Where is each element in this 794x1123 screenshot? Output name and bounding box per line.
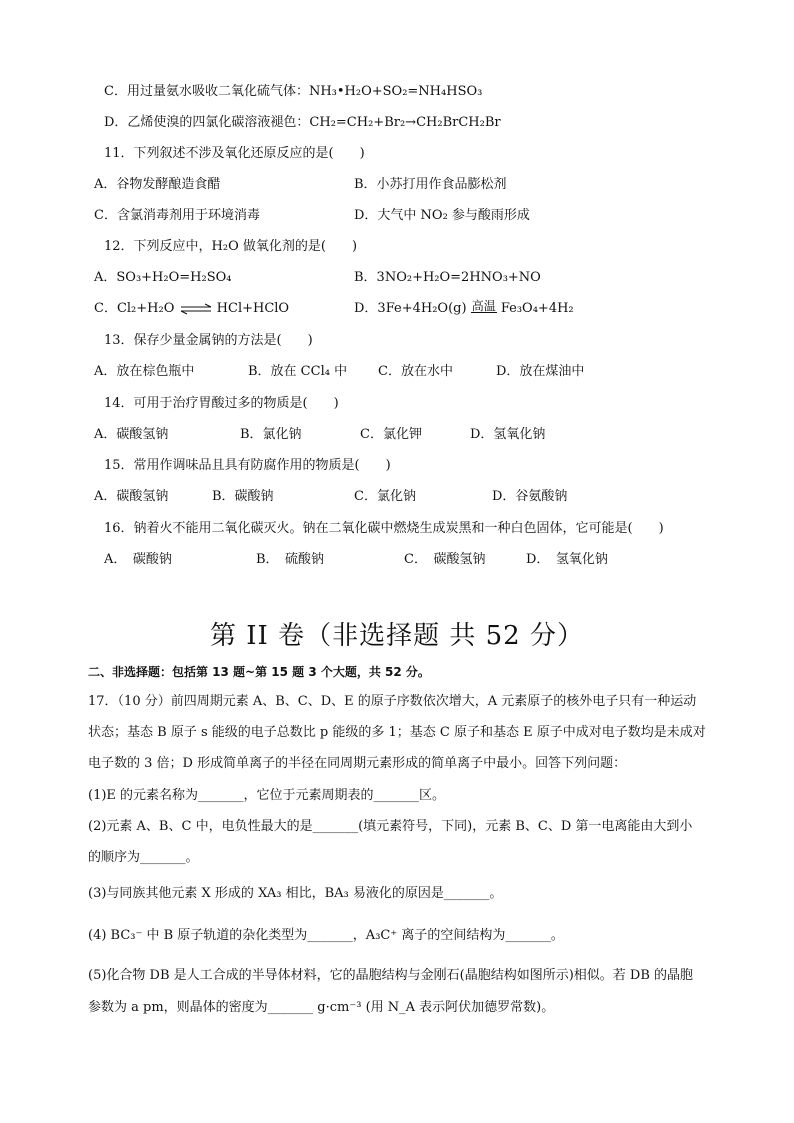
q15-option-a: A．碳酸氢钠 xyxy=(94,489,169,504)
reversible-arrow-icon xyxy=(179,303,213,315)
q12d-products: Fe₃O₄+4H₂ xyxy=(500,301,574,316)
q12c-products: HCl+HClO xyxy=(216,301,290,316)
q10-option-c: C．用过量氨水吸收二氧化硫气体：NH₃•H₂O+SO₂=NH₄HSO₃ xyxy=(104,84,483,99)
q13-stem: 13．保存少量金属钠的方法是( ) xyxy=(104,333,313,348)
q14-option-d: D．氢氧化钠 xyxy=(470,427,546,442)
q13-option-a: A．放在棕色瓶中 xyxy=(94,364,195,379)
q11-option-a: A．谷物发酵酿造食醋 xyxy=(94,177,221,192)
q12c-reactants: C．Cl₂+H₂O xyxy=(94,301,175,316)
q12-stem: 12．下列反应中，H₂O 做氧化剂的是( ) xyxy=(104,239,358,254)
q16-option-a: A． 碳酸钠 xyxy=(104,552,172,567)
q11-option-d: D．大气中 NO₂ 参与酸雨形成 xyxy=(354,208,530,223)
q17-part-3: (3)与同族其他元素 X 形成的 XA₃ 相比，BA₃ 易液化的原因是_______。 xyxy=(88,886,503,901)
q11-stem: 11．下列叙述不涉及氧化还原反应的是( ) xyxy=(104,146,365,161)
section-intro: 二、非选择题：包括第 13 题~第 15 题 3 个大题，共 52 分。 xyxy=(88,665,430,679)
q10-option-d: D．乙烯使溴的四氯化碳溶液褪色：CH₂=CH₂+Br₂→CH₂BrCH₂Br xyxy=(104,115,501,130)
q16-option-d: D． 氢氧化钠 xyxy=(526,552,608,567)
q12-option-d xyxy=(354,299,574,319)
q17-stem-line-3: 电子数的 3 倍；D 形成简单离子的半径在同周期元素形成的简单离子中最小。回答下列问题： xyxy=(88,756,627,771)
q14-option-c: C．氯化钾 xyxy=(360,427,422,442)
q15-option-c: C．氯化钠 xyxy=(354,489,416,504)
q11-option-c: C．含氯消毒剂用于环境消毒 xyxy=(94,208,260,223)
q17-stem-line-1: 17．（10 分）前四周期元素 A、B、C、D、E 的原子序数依次增大，A 元素原子的核外电子只有一种运动 xyxy=(88,694,697,709)
q11-option-b: B．小苏打用作食品膨松剂 xyxy=(354,177,507,192)
q15-stem: 15．常用作调味品且具有防腐作用的物质是( ) xyxy=(104,458,391,473)
q12-option-c xyxy=(94,299,289,319)
q16-option-b: B． 硫酸钠 xyxy=(256,552,325,567)
section-title: 第 II 卷（非选择题 共 52 分） xyxy=(210,621,584,651)
q14-option-b: B．氯化钠 xyxy=(240,427,302,442)
q16-option-c: C． 碳酸氢钠 xyxy=(404,552,486,567)
q17-part-4: (4) BC₃⁻ 中 B 原子轨道的杂化类型为_______，A₃C⁺ 离子的空间结构为_______。 xyxy=(88,928,564,943)
q16-stem: 16．钠着火不能用二氧化碳灭火。钠在二氧化碳中燃烧生成炭黑和一种白色固体，它可能是( ) xyxy=(104,521,664,536)
q15-option-b: B．碳酸钠 xyxy=(212,489,274,504)
q13-option-d: D．放在煤油中 xyxy=(496,364,585,379)
q13-option-c: C．放在水中 xyxy=(378,364,453,379)
q14-option-a: A．碳酸氢钠 xyxy=(94,427,169,442)
q17-part-1: (1)E 的元素名称为_______，它位于元素周期表的_______区。 xyxy=(88,788,446,803)
q14-stem: 14．可用于治疗胃酸过多的物质是( ) xyxy=(104,396,339,411)
q17-part-2-line-1: (2)元素 A、B、C 中，电负性最大的是_______(填元素符号，下同)，元素 B、C、D 第一电离能由大到小 xyxy=(88,819,693,834)
high-temperature-condition: 高温 xyxy=(471,299,496,313)
q17-part-5-line-1: (5)化合物 DB 是人工合成的半导体材料，它的晶胞结构与金刚石(晶胞结构如图所示)相似。若 DB 的晶胞 xyxy=(88,968,694,983)
q12d-reactants: D．3Fe+4H₂O(g) xyxy=(354,301,467,316)
q17-stem-line-2: 状态；基态 B 原子 s 能级的电子总数比 p 能级的多 1；基态 C 原子和基态 E 原子中成对电子数均是未成对 xyxy=(88,725,706,740)
q17-part-5-line-2: 参数为 a pm，则晶体的密度为_______ g·cm⁻³ (用 N_A 表示阿伏加德罗常数)。 xyxy=(88,1000,555,1015)
q12-option-a: A．SO₃+H₂O=H₂SO₄ xyxy=(94,270,232,285)
q17-part-2-line-2: 的顺序为_______。 xyxy=(88,850,199,865)
q15-option-d: D．谷氨酸钠 xyxy=(492,489,568,504)
q13-option-b: B．放在 CCl₄ 中 xyxy=(248,364,348,379)
q12-option-b: B．3NO₂+H₂O=2HNO₃+NO xyxy=(354,270,541,285)
